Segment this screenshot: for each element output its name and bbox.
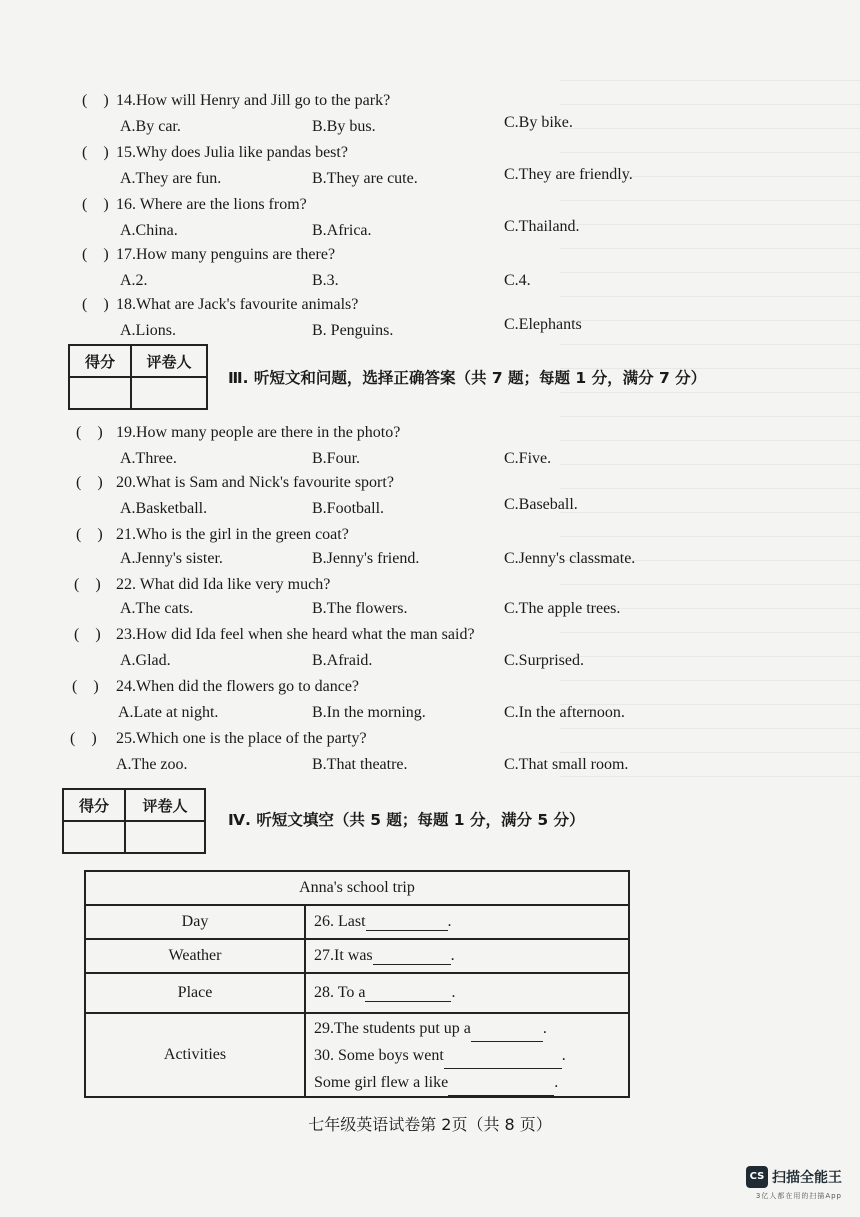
- option-a: A.Glad.: [120, 652, 171, 669]
- question-text: 19.How many people are there in the photo?: [116, 424, 401, 441]
- answer-paren[interactable]: ( ): [70, 730, 97, 747]
- question-24: [0, 678, 860, 704]
- table-cell: 26. Last .: [305, 905, 629, 939]
- option-a: A.2.: [120, 272, 148, 289]
- options-20: [0, 496, 860, 526]
- answer-paren[interactable]: ( ): [76, 526, 103, 543]
- options-15: [0, 166, 860, 196]
- option-a: A.They are fun.: [120, 170, 222, 187]
- option-c: C.Elephants: [504, 316, 582, 333]
- answer-blank-27[interactable]: [373, 964, 451, 965]
- row-label-weather: Weather: [85, 939, 305, 973]
- question-20: [0, 474, 860, 500]
- question-text: 18.What are Jack's favourite animals?: [116, 296, 359, 313]
- question-21: [0, 526, 860, 552]
- activity-line: 30. Some boys went .: [314, 1042, 628, 1069]
- option-c: C.Jenny's classmate.: [504, 550, 636, 567]
- question-14: [0, 92, 860, 118]
- option-a: A.Three.: [120, 450, 177, 467]
- question-text: 23.How did Ida feel when she heard what the man said?: [116, 626, 475, 643]
- watermark-name: 扫描全能王: [772, 1170, 842, 1186]
- table-cell: 28. To a .: [305, 973, 629, 1013]
- watermark-subtitle: 3亿人都在用的扫描App: [755, 1192, 842, 1200]
- option-b: B.By bus.: [312, 118, 376, 135]
- option-a: A.Basketball.: [120, 500, 208, 517]
- option-b: B.Jenny's friend.: [312, 550, 420, 567]
- answer-paren[interactable]: ( ): [82, 296, 109, 313]
- answer-paren[interactable]: ( ): [82, 92, 109, 109]
- row-label-activities: Activities: [85, 1013, 305, 1097]
- page-footer: 七年级英语试卷第 2页（共 8 页）: [308, 1115, 552, 1134]
- score-cell[interactable]: [63, 821, 125, 853]
- question-22: [0, 576, 860, 602]
- option-b: B.Afraid.: [312, 652, 373, 669]
- question-text: 16. Where are the lions from?: [116, 196, 307, 213]
- option-b: B.Football.: [312, 500, 385, 517]
- answer-blank-31[interactable]: [448, 1095, 554, 1096]
- activity-line: 29.The students put up a .: [314, 1015, 628, 1042]
- table-cell: 27.It was .: [305, 939, 629, 973]
- option-c: C.By bike.: [504, 114, 573, 131]
- question-23: [0, 626, 860, 652]
- answer-blank-26[interactable]: [366, 930, 448, 931]
- options-25: [0, 756, 860, 782]
- option-a: A.By car.: [120, 118, 181, 135]
- options-24: [0, 704, 860, 730]
- blank-prompt: Some girl flew a like: [314, 1073, 449, 1091]
- answer-paren[interactable]: ( ): [72, 678, 99, 695]
- section-4-heading: Ⅳ. 听短文填空（共 5 题；每题 1 分，满分 5 分）: [228, 811, 585, 829]
- question-text: 15.Why does Julia like pandas best?: [116, 144, 348, 161]
- option-c: C.Thailand.: [504, 218, 580, 235]
- option-b: B.The flowers.: [312, 600, 408, 617]
- answer-paren[interactable]: ( ): [74, 576, 101, 593]
- options-14: [0, 114, 860, 144]
- option-a: A.Lions.: [120, 322, 176, 339]
- scanner-watermark: [746, 1166, 842, 1201]
- option-a: A.The cats.: [120, 600, 194, 617]
- option-c: C.That small room.: [504, 756, 629, 773]
- question-text: 20.What is Sam and Nick's favourite sport?: [116, 474, 394, 491]
- option-a: A.Jenny's sister.: [120, 550, 223, 567]
- answer-paren[interactable]: ( ): [82, 246, 109, 263]
- question-text: 14.How will Henry and Jill go to the park?: [116, 92, 391, 109]
- option-b: B.3.: [312, 272, 339, 289]
- grader-cell[interactable]: [131, 377, 207, 409]
- option-c: C.The apple trees.: [504, 600, 621, 617]
- question-text: 21.Who is the girl in the green coat?: [116, 526, 349, 543]
- question-25: [0, 730, 860, 756]
- table-title: Anna's school trip: [85, 871, 629, 905]
- blank-prompt: 27.It was: [314, 947, 373, 964]
- options-21: [0, 550, 860, 576]
- option-a: A.Late at night.: [118, 704, 219, 721]
- question-18: [0, 296, 860, 322]
- answer-paren[interactable]: ( ): [82, 196, 109, 213]
- blank-prompt: 30. Some boys went: [314, 1046, 444, 1064]
- option-b: B. Penguins.: [312, 322, 394, 339]
- grader-cell[interactable]: [125, 821, 205, 853]
- activity-line: Some girl flew a like .: [314, 1069, 628, 1096]
- score-cell[interactable]: [69, 377, 131, 409]
- question-16: [0, 196, 860, 222]
- question-15: [0, 144, 860, 170]
- table-cell: [305, 1013, 629, 1097]
- option-c: C.4.: [504, 272, 531, 289]
- option-c: C.They are friendly.: [504, 166, 633, 183]
- anna-school-trip-table: [84, 870, 630, 1098]
- score-label: 得分: [69, 345, 131, 377]
- question-text: 22. What did Ida like very much?: [116, 576, 331, 593]
- option-c: C.Five.: [504, 450, 552, 467]
- option-b: B.Africa.: [312, 222, 372, 239]
- options-16: [0, 218, 860, 248]
- question-text: 25.Which one is the place of the party?: [116, 730, 367, 747]
- score-label: 得分: [63, 789, 125, 821]
- option-c: C.Baseball.: [504, 496, 578, 513]
- question-19: [0, 424, 860, 450]
- blank-prompt: 26. Last: [314, 913, 366, 930]
- row-label-day: Day: [85, 905, 305, 939]
- grader-label: 评卷人: [131, 345, 207, 377]
- cs-logo-icon: CS: [746, 1166, 768, 1188]
- option-c: C.Surprised.: [504, 652, 584, 669]
- question-text: 17.How many penguins are there?: [116, 246, 336, 263]
- option-c: C.In the afternoon.: [504, 704, 625, 721]
- answer-paren[interactable]: ( ): [82, 144, 109, 161]
- answer-blank-28[interactable]: [365, 1001, 451, 1002]
- options-22: [0, 600, 860, 626]
- option-b: B.That theatre.: [312, 756, 408, 773]
- option-a: A.The zoo.: [116, 756, 188, 773]
- score-box-section-3: [68, 344, 208, 410]
- grader-label: 评卷人: [125, 789, 205, 821]
- question-17: [0, 246, 860, 272]
- options-23: [0, 652, 860, 678]
- options-19: [0, 450, 860, 476]
- options-17: [0, 272, 860, 298]
- answer-paren[interactable]: ( ): [76, 474, 103, 491]
- row-label-place: Place: [85, 973, 305, 1013]
- score-box-section-4: [62, 788, 206, 854]
- answer-paren[interactable]: ( ): [74, 626, 101, 643]
- option-b: B.They are cute.: [312, 170, 418, 187]
- option-b: B.In the morning.: [312, 704, 426, 721]
- option-a: A.China.: [120, 222, 178, 239]
- blank-prompt: 29.The students put up a: [314, 1019, 471, 1037]
- blank-prompt: 28. To a: [314, 984, 366, 1001]
- question-text: 24.When did the flowers go to dance?: [116, 678, 360, 695]
- option-b: B.Four.: [312, 450, 361, 467]
- section-3-heading: Ⅲ. 听短文和问题，选择正确答案（共 7 题；每题 1 分，满分 7 分）: [228, 369, 707, 387]
- answer-paren[interactable]: ( ): [76, 424, 103, 441]
